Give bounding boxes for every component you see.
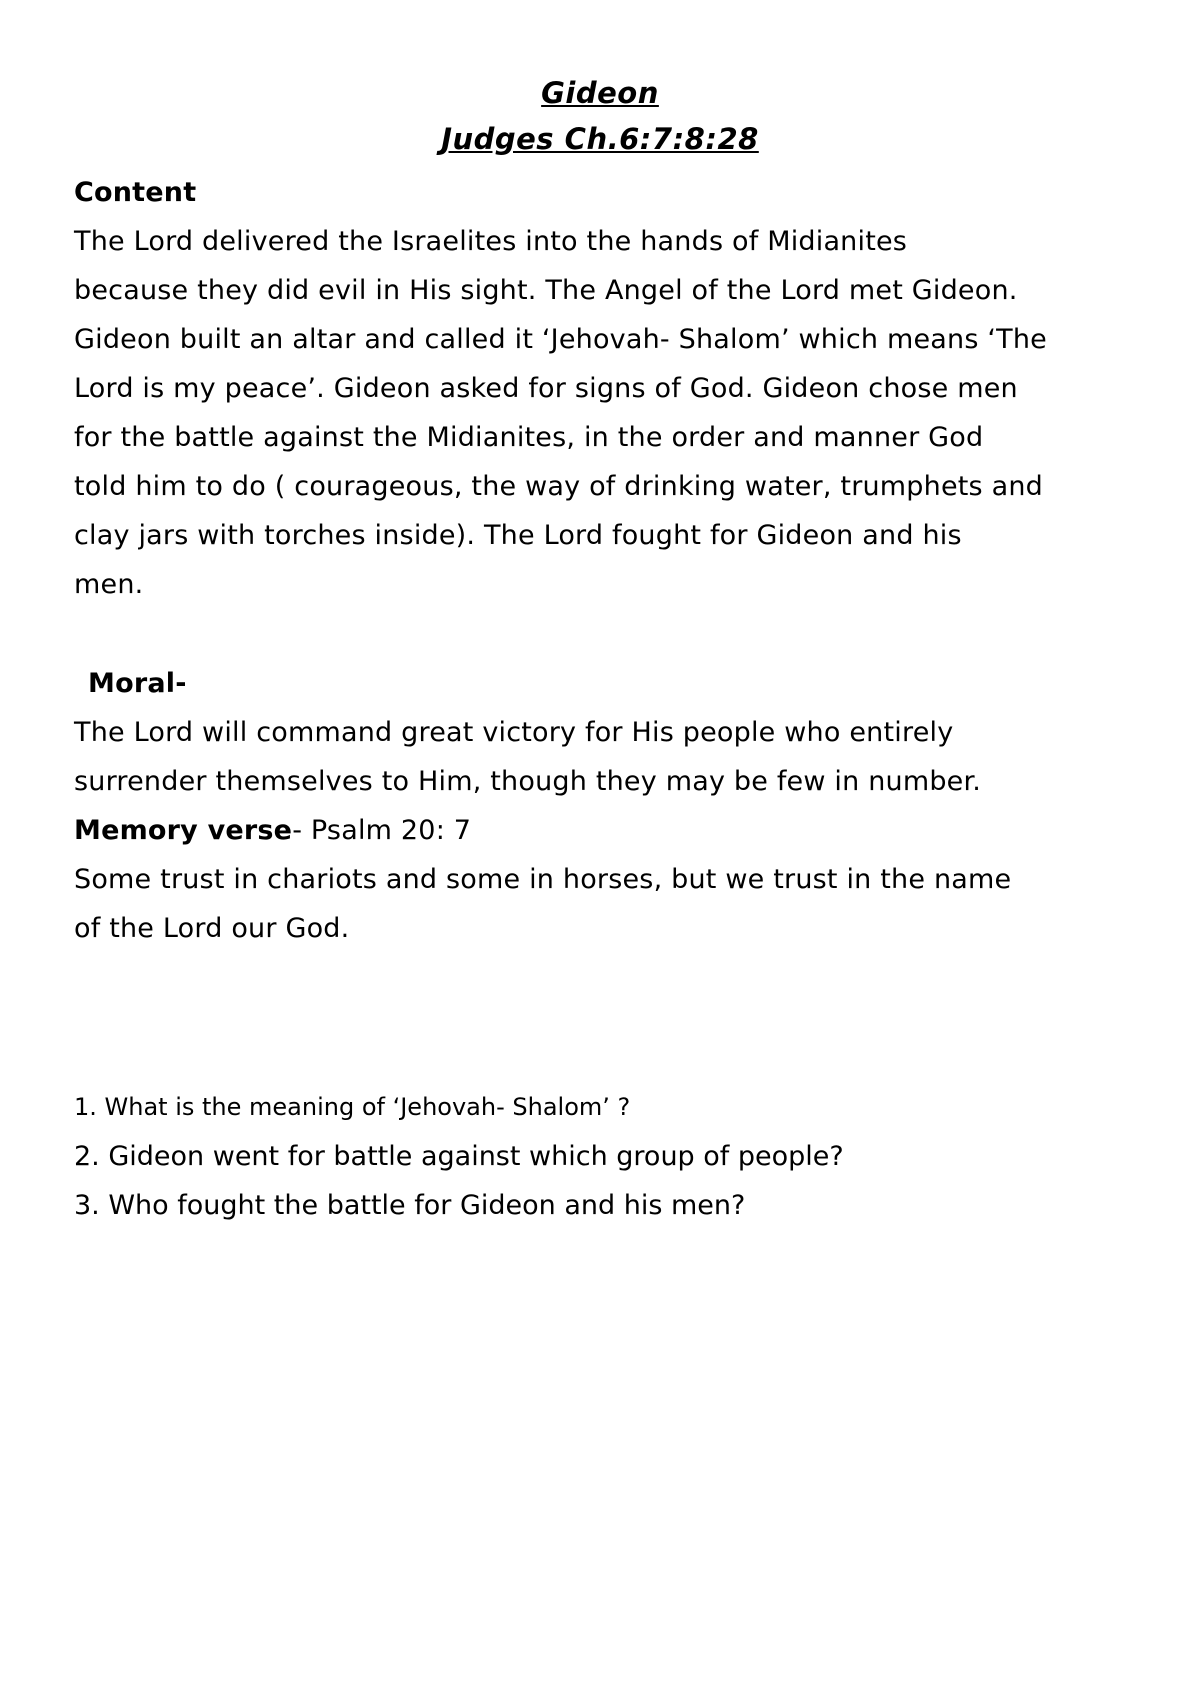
content-line: for the battle against the Midianites, in the order and manner God	[74, 422, 984, 453]
memory-verse-text: Some trust in chariots and some in horses, but we trust in the name	[74, 864, 1012, 895]
moral-section	[74, 659, 1134, 953]
content-line: men.	[74, 569, 144, 600]
memory-verse-reference: - Psalm 20: 7	[292, 815, 472, 846]
moral-line: surrender themselves to Him, though they may be few in number.	[74, 766, 982, 797]
content-line: The Lord delivered the Israelites into the hands of Midianites	[74, 226, 908, 257]
content-line: because they did evil in His sight. The Angel of the Lord met Gideon.	[74, 275, 1018, 306]
content-line: Gideon built an altar and called it ‘Jehovah- Shalom’ which means ‘The	[74, 324, 1047, 355]
memory-verse-line	[74, 806, 1134, 855]
scripture-reference: Judges Ch.6:7:8:28	[441, 122, 759, 156]
content-line: clay jars with torches inside). The Lord fought for Gideon and his	[74, 520, 962, 551]
question-item: 3. Who fought the battle for Gideon and his men?	[74, 1190, 746, 1221]
content-section	[74, 168, 1134, 609]
page-title: Gideon	[541, 76, 659, 110]
moral-line: The Lord will command great victory for His people who entirely	[74, 717, 954, 748]
content-line: told him to do ( courageous, the way of drinking water, trumphets and	[74, 471, 1044, 502]
memory-verse-text: of the Lord our God.	[74, 913, 350, 944]
moral-heading: Moral-	[88, 668, 187, 699]
content-line: Lord is my peace’. Gideon asked for signs of God. Gideon chose men	[74, 373, 1018, 404]
questions-list	[74, 1083, 1134, 1230]
memory-verse-heading: Memory verse	[74, 815, 293, 846]
content-heading: Content	[74, 177, 197, 208]
question-item: 2. Gideon went for battle against which group of people?	[74, 1141, 844, 1172]
question-item: 1. What is the meaning of ‘Jehovah- Shalom’ ?	[74, 1093, 631, 1121]
